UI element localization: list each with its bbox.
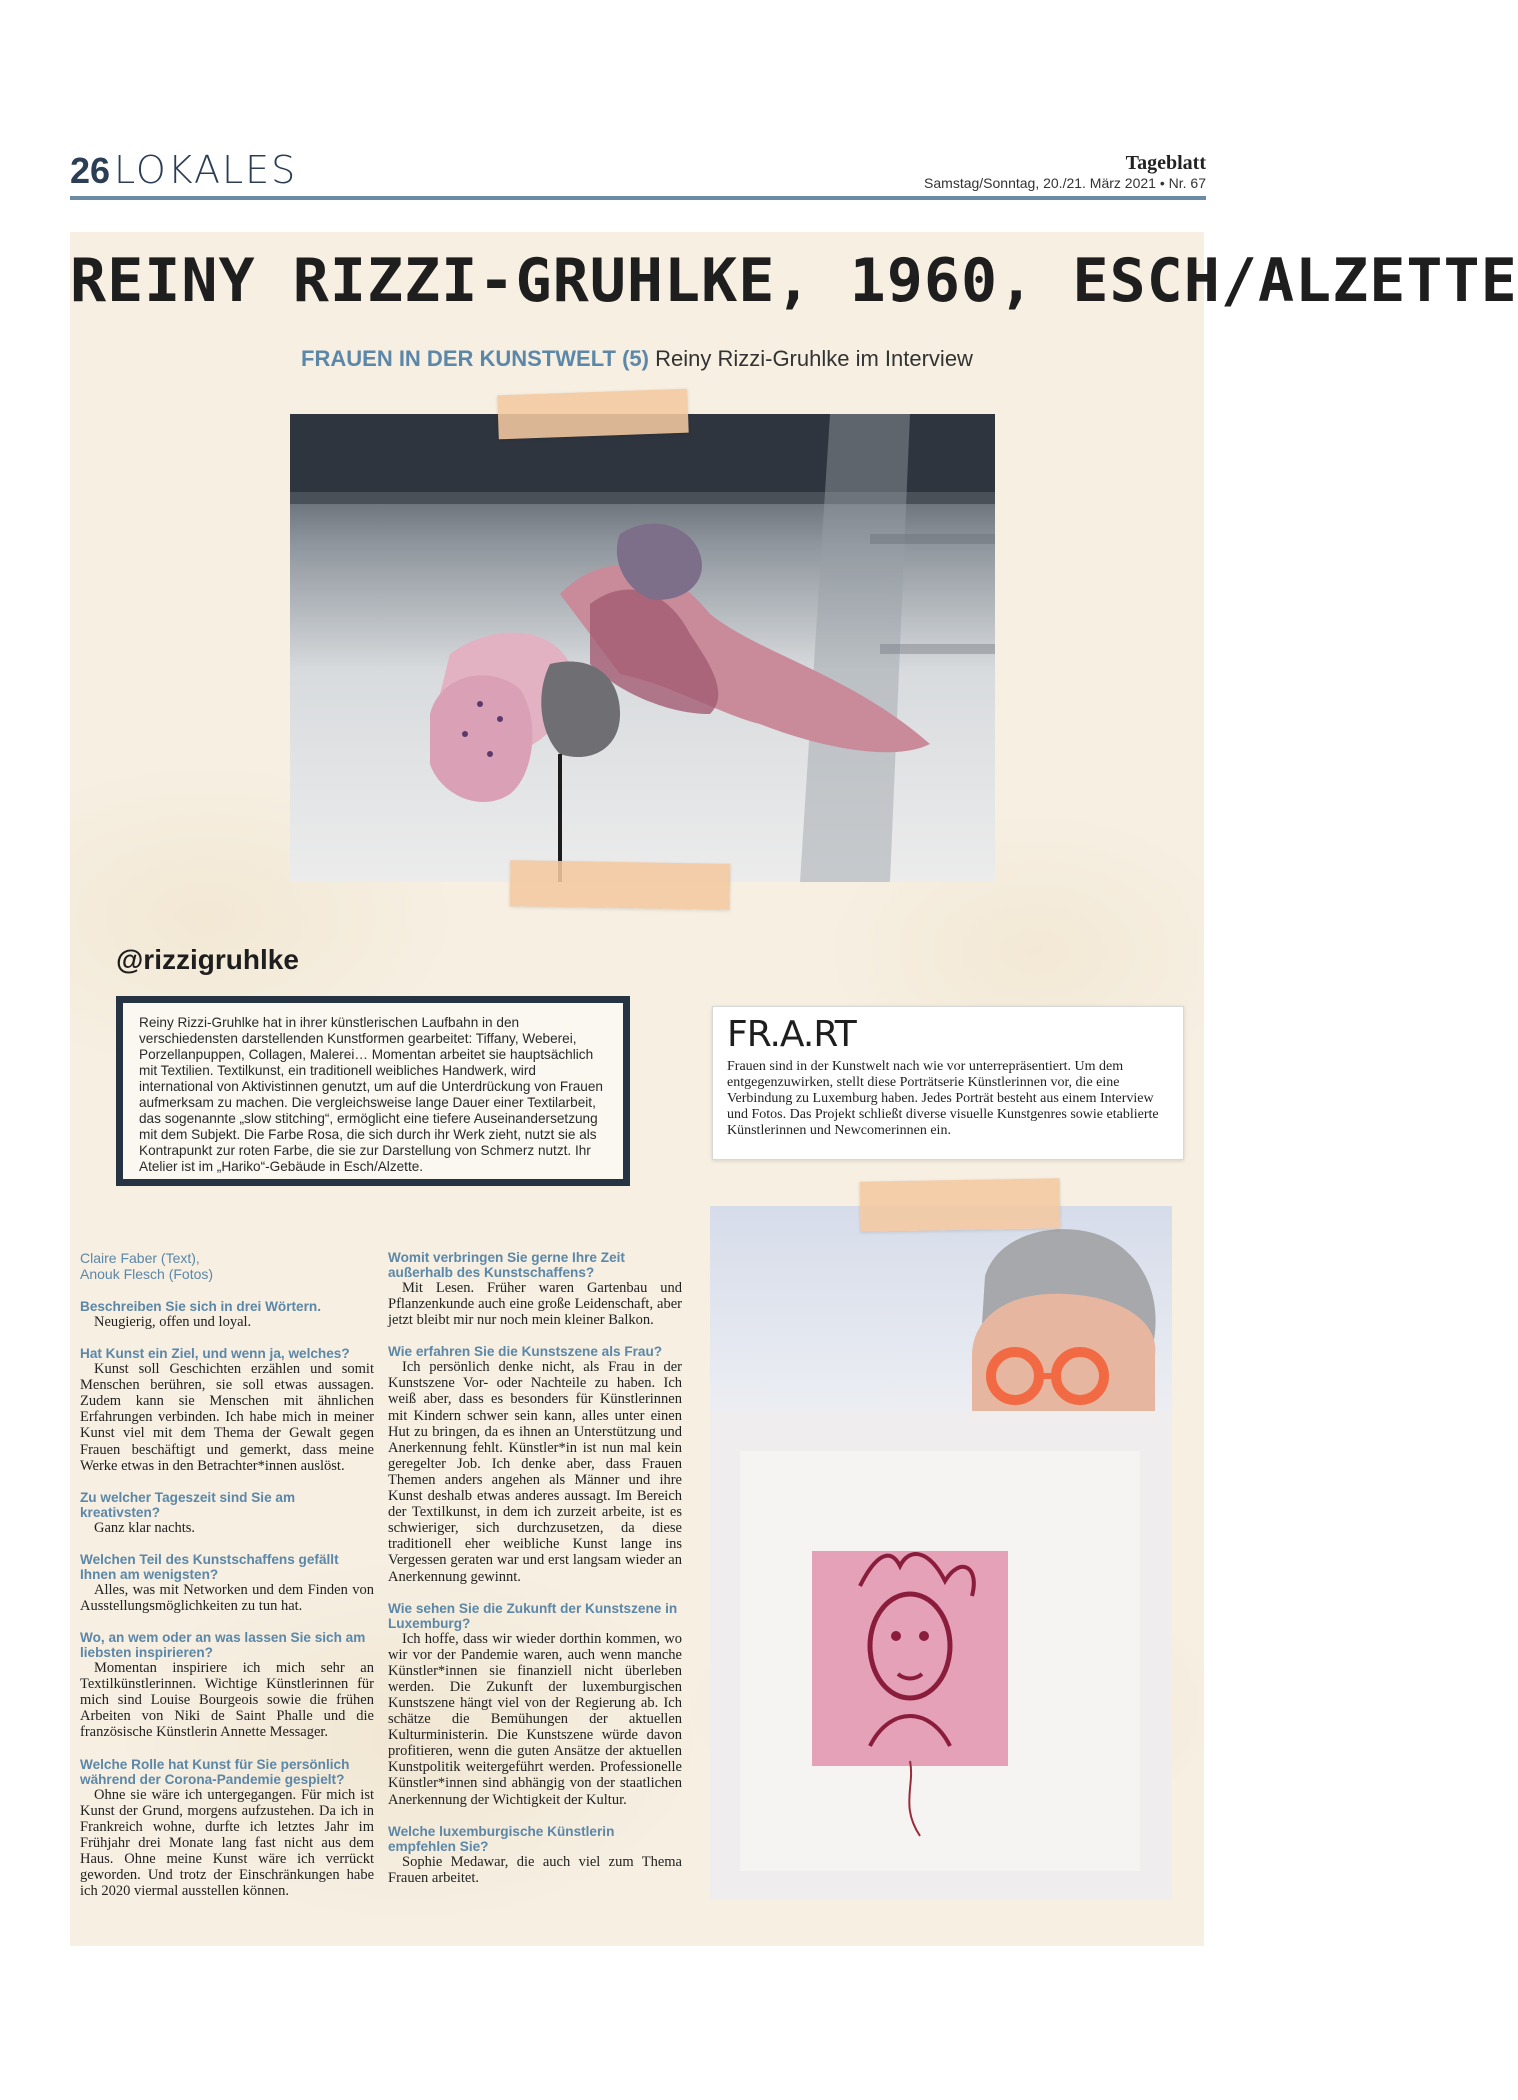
interview-item	[80, 1552, 374, 1614]
question: Wie sehen Sie die Zukunft der Kunstszene in Luxemburg?	[388, 1600, 678, 1631]
sculpture-illustration	[290, 414, 995, 882]
bio-box	[116, 996, 630, 1186]
subtitle-text: Reiny Rizzi-Gruhlke im Interview	[655, 346, 973, 371]
question: Zu welcher Tageszeit sind Sie am kreativsten?	[80, 1489, 296, 1520]
interview-column-1	[80, 1250, 374, 1915]
interview-item	[388, 1601, 682, 1808]
answer: Alles, was mit Networken und dem Finden von Ausstellungsmöglichkeiten zu tun hat.	[80, 1581, 374, 1614]
question: Wie erfahren Sie die Kunstszene als Frau?	[388, 1344, 663, 1360]
frart-text: Frauen sind in der Kunstwelt nach wie vor unterrepräsentiert. Um dem entgegenzuwirken, stellt diese Porträtserie Künstlerinnen vor, die eine Verbindung zu Luxemburg haben. Jedes Porträt besteht aus einem Interview und Fotos. Das Projekt schließt diverse visuelle Kunstgenres sowie etablierte Künstlerinnen und Newcomerinnen ein.	[727, 1059, 1159, 1138]
interview-item	[388, 1824, 682, 1886]
question: Welchen Teil des Kunstschaffens gefällt Ihnen am wenigsten?	[80, 1551, 339, 1582]
answer: Ich hoffe, dass wir wieder dorthin kommen, wo wir vor der Pandemie waren, auch wenn manche Künstler*innen sie finanziell nicht überleben werden. Die Zukunft der luxemburgischen Kunstszene hängt viel von der Regierung ab. Ich schätze die Bemühungen der aktuellen Kulturministerin. Die Kunstszene würde davon profitieren, wenn die guten Ansätze der aktuellen Kunstpolitik weitergeführt werden. Professionelle Künstler*innen sind abhängig von der staatlichen Anerkennung der Wichtigkeit der Kultur.	[388, 1630, 682, 1808]
interview-item	[80, 1299, 374, 1330]
interview-item	[388, 1250, 682, 1328]
answer: Neugierig, offen und loyal.	[94, 1314, 252, 1330]
interview-item	[80, 1630, 374, 1740]
interview-item	[80, 1757, 374, 1900]
question: Welche luxemburgische Künstlerin empfehlen Sie?	[388, 1823, 615, 1854]
interview-item	[80, 1346, 374, 1474]
question: Beschreiben Sie sich in drei Wörtern.	[80, 1299, 321, 1314]
credits	[80, 1250, 374, 1282]
series-kicker: FRAUEN IN DER KUNSTWELT (5)	[301, 346, 649, 371]
answer: Momentan inspiriere ich mich sehr an Textilkünstlerinnen. Wichtige Künstlerinnen für mich sind Louise Bourgeois sowie die frühen Arbeiten von Niki de Saint Phalle und die französische Künstlerin Annette Messager.	[80, 1660, 374, 1741]
answer: Ohne sie wäre ich untergegangen. Für mich ist Kunst der Grund, morgens aufzustehen. Da ich in Frankreich wohne, durfte ich letztes Jahr im Frühjahr drei Monate lang fast nicht aus dem Haus. Ohne meine Kunst wäre ich verrückt geworden. Und trotz der Einschränkungen habe ich 2020 viermal ausstellen können.	[80, 1786, 374, 1900]
interview-column-2	[388, 1250, 682, 1902]
answer: Ganz klar nachts.	[94, 1519, 196, 1536]
credit-photos: Anouk Flesch (Fotos)	[80, 1266, 214, 1282]
frart-title: FR.A.RT	[727, 1014, 856, 1055]
answer: Ich persönlich denke nicht, als Frau in der Kunstszene Vor- oder Nachteile zu haben. Ich weiß aber, dass es besonders für Künstlerinnen mit Kindern schwer sein kann, alles unter einen Hut zu bringen, da es ihnen an Unterstützung und Anerkennung fehlt. Künstler*in ist nun mal kein geregelter Job. Ich denke aber, dass Frauen Themen anders angehen als Männer und ihre Kunst deshalb etwas anderes aussagt. Im Bereich der Textilkunst, in dem ich zurzeit arbeite, ist es schwieriger, sich durchzusetzen, da diese traditionell eher weibliche Kunst lange ins Vergessen geraten war und erst langsam wieder an Anerkennung gewinnt.	[388, 1359, 682, 1585]
tape-strip	[497, 389, 688, 440]
header-rule	[70, 196, 1206, 200]
question: Womit verbringen Sie gerne Ihre Zeit außerhalb des Kunstschaffens?	[388, 1250, 625, 1280]
instagram-handle: @rizzigruhlke	[116, 944, 299, 975]
answer: Sophie Medawar, die auch viel zum Thema Frauen arbeitet.	[388, 1853, 682, 1886]
bio-text: Reiny Rizzi-Gruhlke hat in ihrer künstlerischen Laufbahn in den verschiedensten darstellenden Kunstformen gearbeitet: Tiffany, Weberei, Porzellanpuppen, Collagen, Malerei… Momentan arbeitet sie hauptsächlich mit Textilien. Textilkunst, ein traditionell weibliches Handwerk, wird international von Aktivistinnen genutzt, um auf die Unterdrückung von Frauen aufmerksam zu machen. Die vergleichsweise lange Dauer einer Textilarbeit, das sogenannte „slow stitching“, ermöglicht eine tiefere Auseinandersetzung mit dem Subjekt. Die Farbe Rosa, die sich durch ihr Werk zieht, nutzt sie als Kontrapunkt zur roten Farbe, die sie zur Darstellung von Schmerz nutzt. Ihr Atelier ist im „Hariko“-Gebäude in Esch/Alzette.	[139, 1015, 603, 1174]
newspaper-name: Tageblatt	[1125, 152, 1206, 174]
tape-strip	[860, 1178, 1061, 1231]
textile-sculpture-photo	[290, 414, 995, 882]
interview-item	[80, 1490, 374, 1536]
page-number: 26	[70, 150, 111, 191]
interview-item	[388, 1344, 682, 1584]
credit-text: Claire Faber (Text),	[80, 1250, 200, 1266]
answer: Mit Lesen. Früher waren Gartenbau und Pflanzenkunde auch eine große Leidenschaft, aber jetzt bleibt mir nur noch mein kleiner Balkon.	[388, 1280, 682, 1329]
answer: Kunst soll Geschichten erzählen und somit Menschen berühren, sie soll etwas aussagen. Zudem kann sie Menschen mit ähnlichen Erfahrungen verbinden. Ich habe mich in meiner Kunst viel mit dem Thema der Gewalt gegen Frauen beschäftigt und gemerkt, dass meine Werke etwas in den Betrachter*innen auslöst.	[80, 1361, 374, 1474]
question: Welche Rolle hat Kunst für Sie persönlich während der Corona-Pandemie gespielt?	[80, 1756, 350, 1787]
tape-strip	[510, 860, 731, 910]
artist-portrait-photo	[710, 1206, 1172, 1900]
frart-info-box	[712, 1006, 1184, 1160]
question: Hat Kunst ein Ziel, und wenn ja, welches?	[80, 1346, 350, 1362]
portrait-illustration	[710, 1206, 1172, 1900]
question: Wo, an wem oder an was lassen Sie sich am liebsten inspirieren?	[80, 1630, 366, 1661]
issue-date: Samstag/Sonntag, 20./21. März 2021 • Nr. 67	[924, 175, 1206, 191]
article-subtitle	[70, 346, 1204, 372]
section-title: LOKALES	[114, 148, 298, 192]
article-title: REINY RIZZI-GRUHLKE, 1960, ESCH/ALZETTE	[70, 246, 1518, 316]
